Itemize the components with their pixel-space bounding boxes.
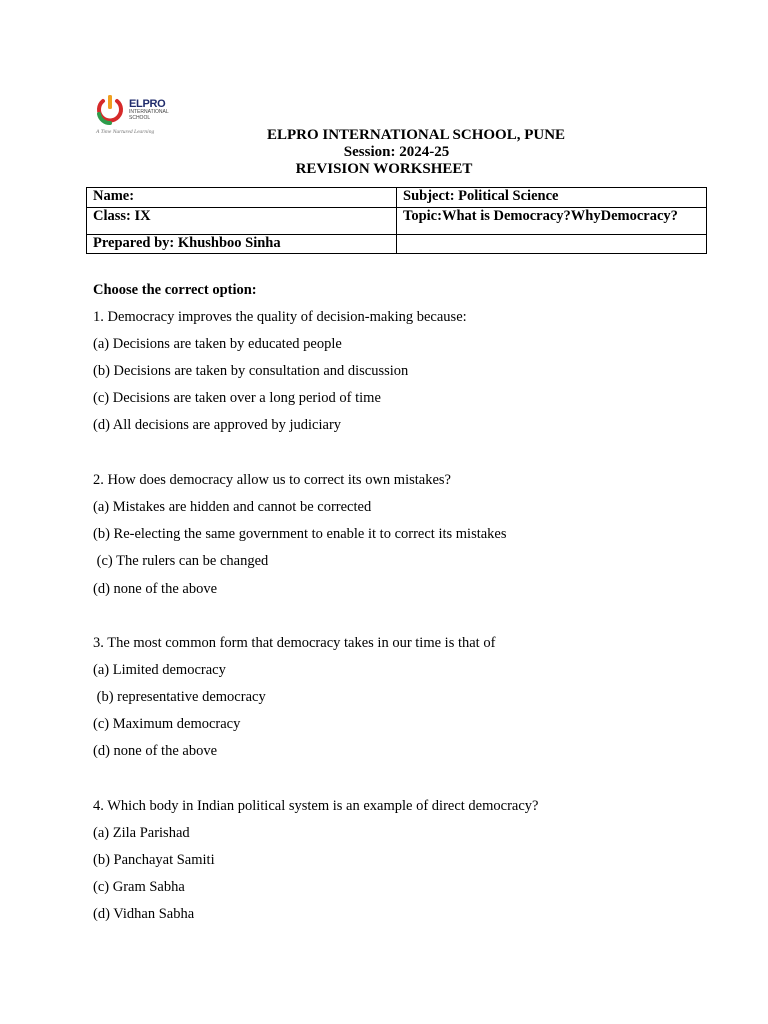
- question-4-option-c: (c) Gram Sabha: [93, 879, 185, 895]
- question-1: 1. Democracy improves the quality of decision-making because:: [93, 309, 467, 325]
- question-2-option-a: (a) Mistakes are hidden and cannot be corrected: [93, 499, 372, 515]
- subject-cell: Subject: Political Science: [397, 188, 707, 208]
- question-3: 3. The most common form that democracy takes in our time is that of: [93, 635, 496, 651]
- question-3-option-b: (b) representative democracy: [93, 689, 266, 705]
- logo-name: ELPRO: [129, 98, 166, 110]
- question-3-option-a: (a) Limited democracy: [93, 662, 226, 678]
- question-2: 2. How does democracy allow us to correct its own mistakes?: [93, 472, 451, 488]
- topic-cell: Topic:What is Democracy?WhyDemocracy?: [397, 208, 707, 235]
- question-3-option-d: (d) none of the above: [93, 743, 218, 759]
- question-2-option-d: (d) none of the above: [93, 581, 218, 597]
- question-3-option-c: (c) Maximum democracy: [93, 716, 241, 732]
- question-4-option-b: (b) Panchayat Samiti: [93, 852, 215, 868]
- logo-subtitle: INTERNATIONAL SCHOOL: [129, 109, 169, 121]
- empty-cell: [397, 235, 707, 254]
- question-1-option-d: (d) All decisions are approved by judiciary: [93, 417, 342, 433]
- question-4-option-a: (a) Zila Parishad: [93, 825, 190, 841]
- table-row: [87, 188, 707, 208]
- school-name: ELPRO INTERNATIONAL SCHOOL, PUNE: [266, 127, 566, 143]
- question-1-option-a: (a) Decisions are taken by educated people: [93, 336, 342, 352]
- logo-tagline: A Time Nurtured Learning: [96, 129, 155, 135]
- table-row: [87, 208, 707, 235]
- info-table: [86, 187, 707, 254]
- session: Session: 2024-25: [343, 144, 450, 160]
- table-row: [87, 235, 707, 254]
- question-2-option-c: (c) The rulers can be changed: [93, 553, 269, 569]
- power-button-logo-icon: [94, 92, 126, 126]
- name-cell: Name:: [87, 188, 397, 208]
- instructions: Choose the correct option:: [93, 282, 257, 298]
- question-4-option-d: (d) Vidhan Sabha: [93, 906, 195, 922]
- prepared-by-cell: Prepared by: Khushboo Sinha: [87, 235, 397, 254]
- question-1-option-b: (b) Decisions are taken by consultation and discussion: [93, 363, 409, 379]
- question-4: 4. Which body in Indian political system is an example of direct democracy?: [93, 798, 539, 814]
- question-1-option-c: (c) Decisions are taken over a long period of time: [93, 390, 381, 406]
- class-cell: Class: IX: [87, 208, 397, 235]
- worksheet-title: REVISION WORKSHEET: [295, 161, 473, 177]
- question-2-option-b: (b) Re-electing the same government to enable it to correct its mistakes: [93, 526, 507, 542]
